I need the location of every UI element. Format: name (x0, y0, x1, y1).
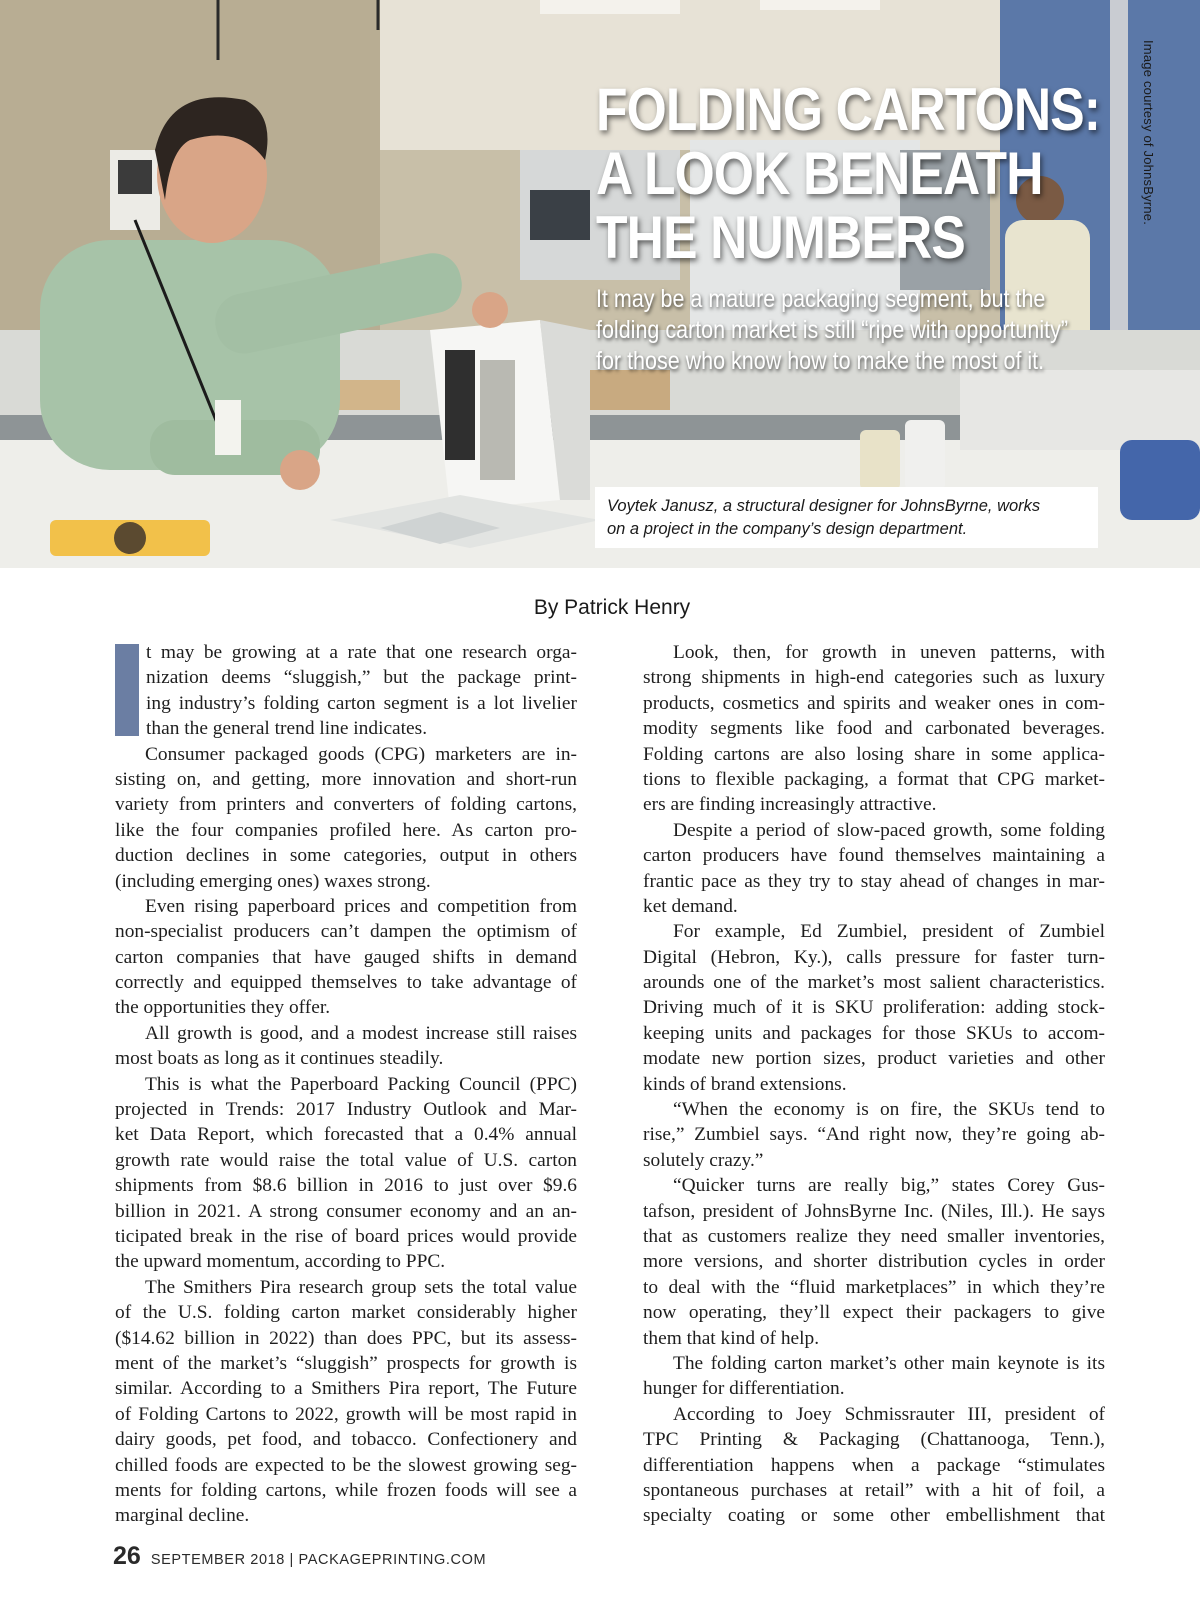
body-text-line: ticipated break in the rise of board prices would provide (115, 1225, 577, 1247)
body-text-line: chilled foods are expected to be the slowest growing seg- (115, 1454, 577, 1476)
body-text-line: Consumer packaged goods (CPG) marketers are in- (145, 743, 577, 765)
body-text-line: Folding cartons are also losing share in some applica- (643, 743, 1105, 765)
body-text-line: like the four companies profiled here. As carton pro- (115, 819, 577, 841)
body-text-line: modity segments like food and carbonated beverages. (643, 718, 1105, 740)
body-text-line: ing industry’s folding carton segment is a lot livelier (146, 692, 577, 714)
body-text-line: shipments from $8.6 billion in 2016 to just over $9.6 (115, 1175, 577, 1197)
body-text-line: spontaneous purchases at retail” with a hit of foil, a (643, 1479, 1105, 1501)
body-column-right (643, 640, 1105, 1529)
body-text-line: hunger for differentiation. (643, 1378, 845, 1400)
body-text-line: to deal with the “fluid marketplaces” in which they’re (643, 1276, 1105, 1298)
body-text-line: of Folding Cartons to 2022, growth will be most rapid in (115, 1403, 577, 1425)
body-text-line: variety from printers and converters of folding cartons, (115, 794, 577, 816)
body-text-line: marginal decline. (115, 1505, 250, 1527)
body-text-line: The folding carton market’s other main keynote is its (673, 1352, 1105, 1374)
page-footer (113, 1542, 486, 1571)
body-text-line: similar. According to a Smithers Pira report, The Future (115, 1378, 577, 1400)
headline-line: THE NUMBERS (596, 204, 965, 271)
body-text-line: (including emerging ones) waxes strong. (115, 870, 431, 892)
body-text-line: keeping units and packages for those SKUs to accom- (643, 1022, 1105, 1044)
caption-line: Voytek Janusz, a structural designer for JohnsByrne, works (607, 497, 1041, 515)
body-text-line: This is what the Paperboard Packing Council (PPC) (145, 1073, 577, 1095)
body-text-line: now operating, they’ll expect their packagers to give (643, 1302, 1105, 1324)
body-text-line: specialty coating or some other embellishment that (643, 1505, 1105, 1527)
body-text-line: “Quicker turns are really big,” states Corey Gus- (673, 1175, 1105, 1197)
body-text-line: rise,” Zumbiel says. “And right now, they’re going ab- (643, 1124, 1105, 1146)
body-text-line: ket Data Report, which forecasted that a 0.4% annual (115, 1124, 577, 1146)
body-text-line: of the U.S. folding carton market considerably higher (115, 1302, 577, 1324)
body-text-line: products, cosmetics and spirits and weaker ones in com- (643, 692, 1105, 714)
deck-line: It may be a mature packaging segment, but the (596, 285, 1046, 313)
body-text-line: most boats as long as it continues steadily. (115, 1048, 444, 1070)
body-text-line: For example, Ed Zumbiel, president of Zumbiel (673, 921, 1105, 943)
byline: By Patrick Henry (533, 596, 691, 619)
body-text-line: According to Joey Schmissrauter III, president of (673, 1403, 1105, 1425)
body-text-line: than the general trend line indicates. (146, 718, 428, 740)
body-text-line: strong shipments in high-end categories such as luxury (643, 667, 1105, 689)
photo-caption (595, 487, 1098, 548)
body-text-line: carton producers have found themselves maintaining a (643, 845, 1105, 867)
body-column-left (115, 640, 577, 1529)
body-text-line: sisting on, and getting, more innovation and short-run (115, 768, 577, 790)
article-deck (596, 284, 1078, 377)
body-text-line: ket demand. (643, 895, 738, 917)
body-text-line: frantic pace as they try to stay ahead of changes in mar- (643, 870, 1105, 892)
body-text-line: ($14.62 billion in 2022) than does PPC, but its assess- (115, 1327, 577, 1349)
body-text-line: that as customers realize they need smaller inventories, (643, 1225, 1105, 1247)
caption-line: on a project in the company’s design department. (607, 520, 968, 538)
body-text-line: growth rate would raise the total value of U.S. carton (115, 1149, 577, 1171)
article-headline (596, 76, 1101, 271)
deck-line: folding carton market is still “ripe with opportunity” (596, 316, 1068, 344)
body-text-line: modate new portion sizes, product varieties and other (643, 1048, 1105, 1070)
body-text-line: ments for folding cartons, while frozen foods will see a (115, 1479, 577, 1501)
page-number: 26 (113, 1542, 141, 1570)
body-text-line: tafson, president of JohnsByrne Inc. (Niles, Ill.). He says (643, 1200, 1105, 1222)
body-text-line: t may be growing at a rate that one research orga- (146, 642, 577, 663)
body-text-line: Digital (Hebron, Ky.), calls pressure for faster turn- (643, 946, 1105, 968)
body-text-line: The Smithers Pira research group sets the total value (145, 1276, 577, 1298)
body-text-line: Despite a period of slow-paced growth, some folding (673, 819, 1105, 841)
body-text-line: duction declines in some categories, output in others (115, 845, 577, 867)
body-text-line: arounds one of the market’s most salient characteristics. (643, 972, 1105, 994)
deck-line: for those who know how to make the most of it. (596, 347, 1045, 375)
body-text-line: the upward momentum, according to PPC. (115, 1251, 446, 1273)
body-text-line: Even rising paperboard prices and competition from (145, 895, 577, 917)
headline-line: FOLDING CARTONS: (596, 76, 1101, 143)
body-text-line: carton companies that have gauged shifts in demand (115, 946, 577, 968)
body-text-line: more versions, and shorter distribution cycles in order (643, 1251, 1105, 1273)
body-text-line: dairy goods, pet food, and tobacco. Confectionery and (115, 1429, 577, 1451)
hero-photo (0, 0, 1200, 568)
body-text-line: correctly and equipped themselves to take advantage of (115, 972, 577, 994)
body-text-line: projected in Trends: 2017 Industry Outlook and Mar- (115, 1099, 577, 1121)
body-text-line: kinds of brand extensions. (643, 1073, 847, 1095)
body-text-line: ment of the market’s “sluggish” prospects for growth is (115, 1352, 577, 1374)
headline-line: A LOOK BENEATH (596, 140, 1043, 207)
body-text-line: tions to flexible packaging, a format that CPG market- (643, 768, 1105, 790)
footer-publication: SEPTEMBER 2018 | PACKAGEPRINTING.COM (150, 1552, 487, 1568)
body-text-line: “When the economy is on fire, the SKUs tend to (673, 1099, 1105, 1121)
body-text-line: All growth is good, and a modest increase still raises (145, 1022, 577, 1044)
body-text-line: TPC Printing & Packaging (Chattanooga, Tenn.), (643, 1429, 1105, 1451)
body-text-line: the opportunities they offer. (115, 997, 331, 1019)
body-text-line: differentiation happens when a package “stimulates (643, 1454, 1105, 1476)
body-text-line: solutely crazy.” (643, 1149, 764, 1171)
body-text-line: them that kind of help. (643, 1327, 820, 1349)
body-text-line: Look, then, for growth in uneven patterns, with (673, 642, 1105, 663)
body-text-line: nization deems “sluggish,” but the package print- (146, 667, 577, 689)
body-text-line: non-specialist producers can’t dampen the optimism of (115, 921, 577, 943)
body-text-line: Driving much of it is SKU proliferation: adding stock- (643, 997, 1105, 1019)
body-text-line: ers are finding increasingly attractive. (643, 794, 937, 816)
body-text-line: billion in 2021. A strong consumer economy and an an- (115, 1200, 577, 1222)
image-credit: Image courtesy of JohnsByrne. (1141, 40, 1156, 226)
